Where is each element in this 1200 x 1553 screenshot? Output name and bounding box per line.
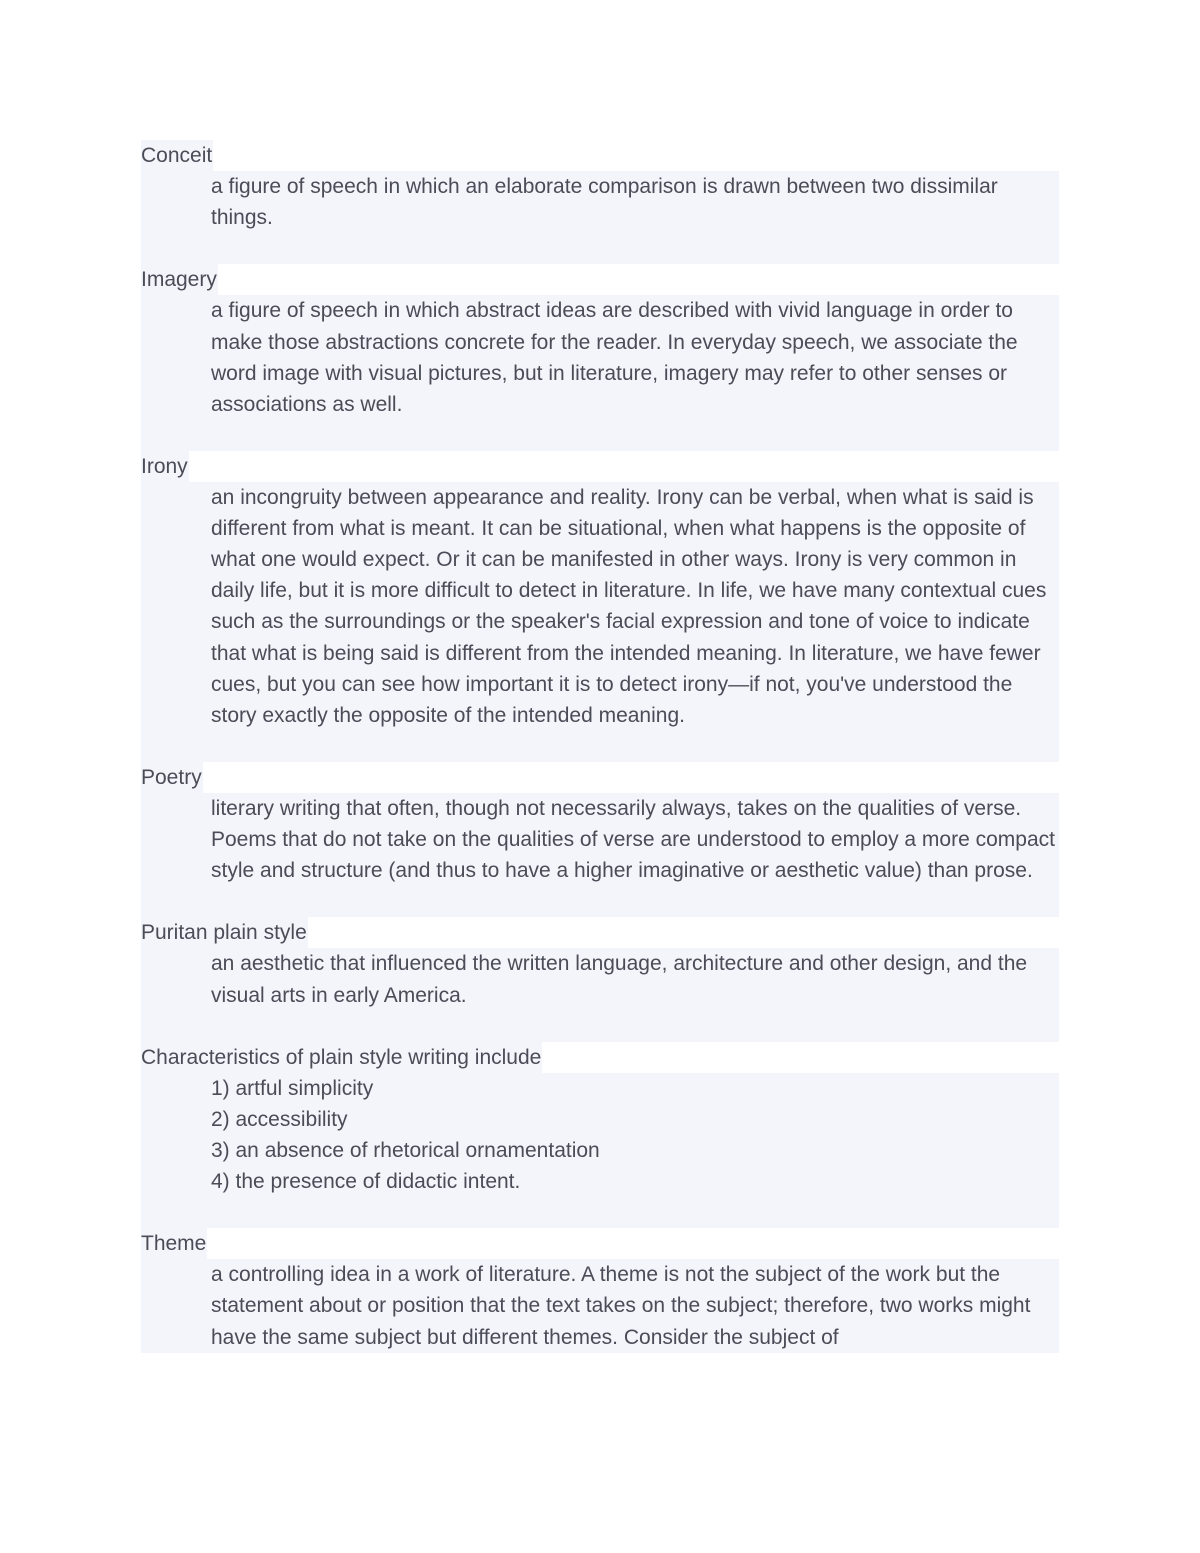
entry-irony xyxy=(141,451,1059,762)
entry-divider xyxy=(141,1197,1059,1228)
entry-poetry xyxy=(141,762,1059,917)
definition-block xyxy=(141,948,1059,1010)
definition-text: a controlling idea in a work of literature. A theme is not the subject of the work but the statement about or position that the text takes on the subject; therefore, two works might have the same subject but different themes. Consider the subject of xyxy=(211,1263,1031,1349)
definition-text: an incongruity between appearance and reality. Irony can be verbal, when what is said is different from what is meant. It can be situational, when what happens is the opposite of what one would expect. Or it can be manifested in other ways. Irony is very common in daily life, but it is more difficult to detect in literature. In life, we have many contextual cues such as the surroundings or the speaker's facial expression and tone of voice to indicate that what is being said is different from the intended meaning. In literature, we have fewer cues, but you can see how important it is to detect irony—if not, you've understood the story exactly the opposite of the intended meaning. xyxy=(211,486,1047,727)
entry-conceit xyxy=(141,140,1059,264)
entry-divider xyxy=(141,233,1059,264)
entry-characteristics xyxy=(141,1042,1059,1229)
list-item: 3) an absence of rhetorical ornamentation xyxy=(211,1139,600,1162)
definition-text: a figure of speech in which an elaborate comparison is drawn between two dissimilar things. xyxy=(211,175,998,230)
definition-block xyxy=(141,482,1059,731)
list-item: 2) accessibility xyxy=(211,1107,348,1131)
term-title: Irony xyxy=(141,451,189,482)
characteristics-list xyxy=(141,1073,1059,1197)
term-title: Characteristics of plain style writing include xyxy=(141,1042,542,1073)
entry-divider xyxy=(141,731,1059,762)
definition-text: literary writing that often, though not necessarily always, takes on the qualities of verse. Poems that do not take on the qualities of verse are understood to employ a more compact style and structure (and thus to have a higher imaginative or aesthetic value) than prose. xyxy=(211,796,1055,883)
entry-divider xyxy=(141,420,1059,451)
list-item: 4) the presence of didactic intent. xyxy=(211,1170,521,1194)
term-title: Imagery xyxy=(141,264,218,295)
term-title: Theme xyxy=(141,1228,207,1259)
entry-imagery xyxy=(141,264,1059,451)
flashcard-document xyxy=(141,140,1059,1412)
term-title: Poetry xyxy=(141,762,203,793)
definition-block xyxy=(141,171,1059,233)
definition-text: a figure of speech in which abstract ideas are described with vivid language in order to make those abstractions concrete for the reader. In everyday speech, we associate the word image with visual pictures, but in literature, imagery may refer to other senses or associations as well. xyxy=(211,299,1018,416)
definition-block xyxy=(141,793,1059,886)
definition-text: an aesthetic that influenced the written language, architecture and other design, and the visual arts in early America. xyxy=(211,952,1028,1007)
definition-block xyxy=(141,295,1059,419)
entry-theme xyxy=(141,1228,1059,1352)
list-item: 1) artful simplicity xyxy=(211,1076,374,1100)
entry-puritan-plain-style xyxy=(141,917,1059,1041)
entry-divider xyxy=(141,886,1059,917)
entry-divider xyxy=(141,1011,1059,1042)
term-title: Puritan plain style xyxy=(141,917,308,948)
term-title: Conceit xyxy=(141,140,213,171)
definition-block xyxy=(141,1259,1059,1352)
